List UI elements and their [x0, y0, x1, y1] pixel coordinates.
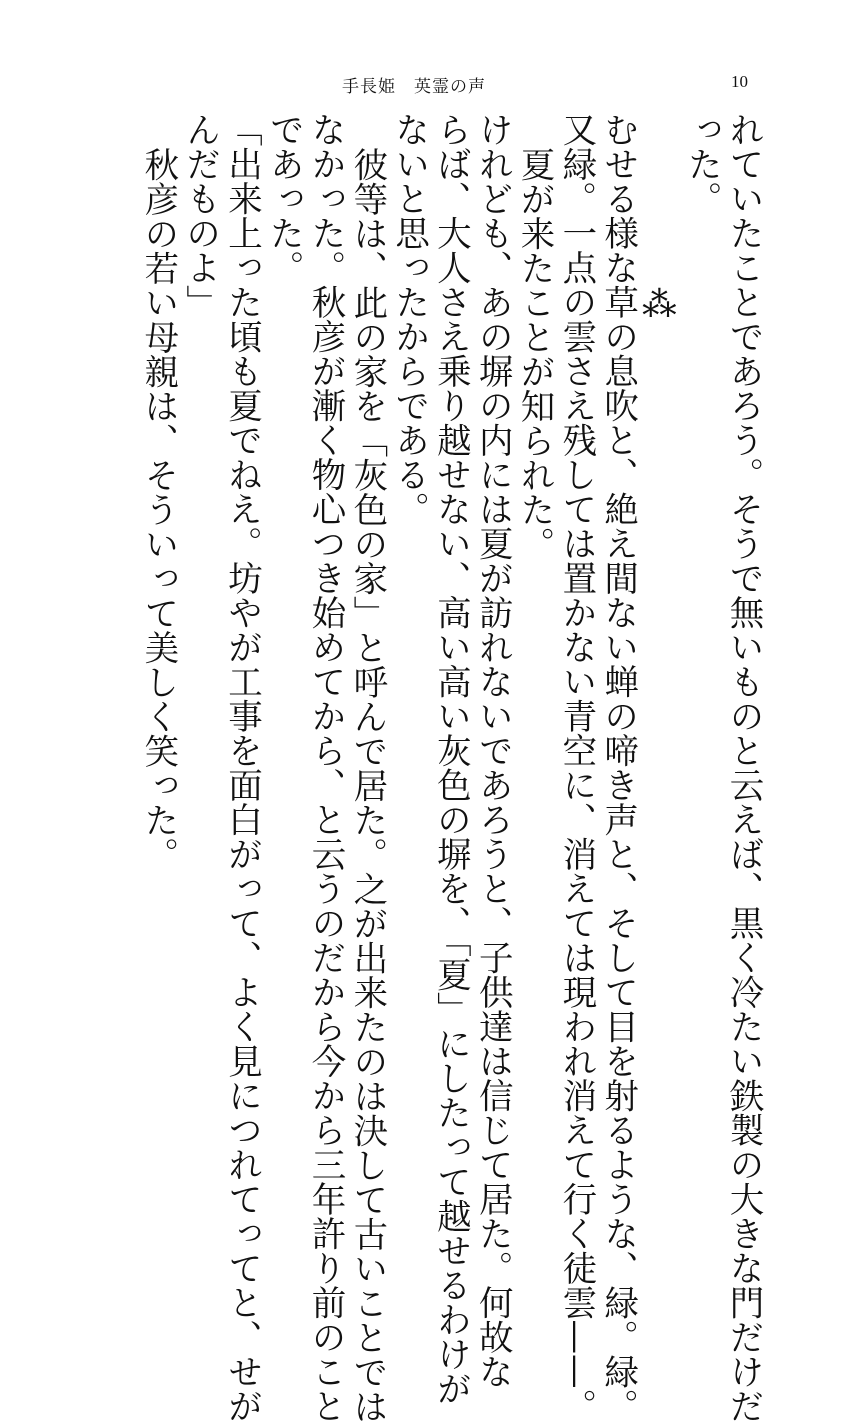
text-line: なかった。秋彦が漸く物心つき始めてから、と云うのだから今から三年許り前のこと	[305, 112, 346, 1423]
text-line: ないと思ったからである。	[388, 112, 429, 526]
text-line: 秋彦の若い母親は、そういって美しく笑った。	[137, 146, 178, 871]
text-line: 又緑。一点の雲さえ残しては置かない青空に、消えては現われ消えて行く徒雲——。	[555, 112, 596, 1423]
text-line: れていたことであろう。そうで無いものと云えば、黒く冷たい鉄製の大きな門だけだ	[723, 112, 763, 1423]
text-line: 「出来上った頃も夏でねえ。坊やが工事を面白がって、よく見につれてってと、せが	[221, 112, 262, 1423]
running-header-title: 手長姫 英霊の声	[342, 77, 486, 97]
text-line: 夏が来たことが知られた。	[514, 146, 555, 561]
text-line: けれども、あの塀の内には夏が訪れないであろうと、子供達は信じて居た。何故な	[472, 112, 513, 1389]
text-line: らば、大人さえ乗り越せない、高い高い灰色の塀を、「夏」にしたって越せるわけが	[430, 112, 471, 1406]
text-line: ⁂	[639, 284, 680, 325]
text-line: んだものよ」	[179, 112, 220, 319]
page-number: 10	[731, 72, 748, 91]
text-line: 彼等は、此の家を「灰色の家」と呼んで居た。之が出来たのは決して古いことでは	[346, 146, 387, 1423]
text-line: むせる様な草の息吹と、絶え間ない蝉の啼き声と、そして目を射るような、緑。緑。	[597, 112, 638, 1423]
text-line: であった。	[263, 112, 304, 285]
body-text	[136, 112, 763, 1423]
text-line: った。	[681, 112, 722, 216]
